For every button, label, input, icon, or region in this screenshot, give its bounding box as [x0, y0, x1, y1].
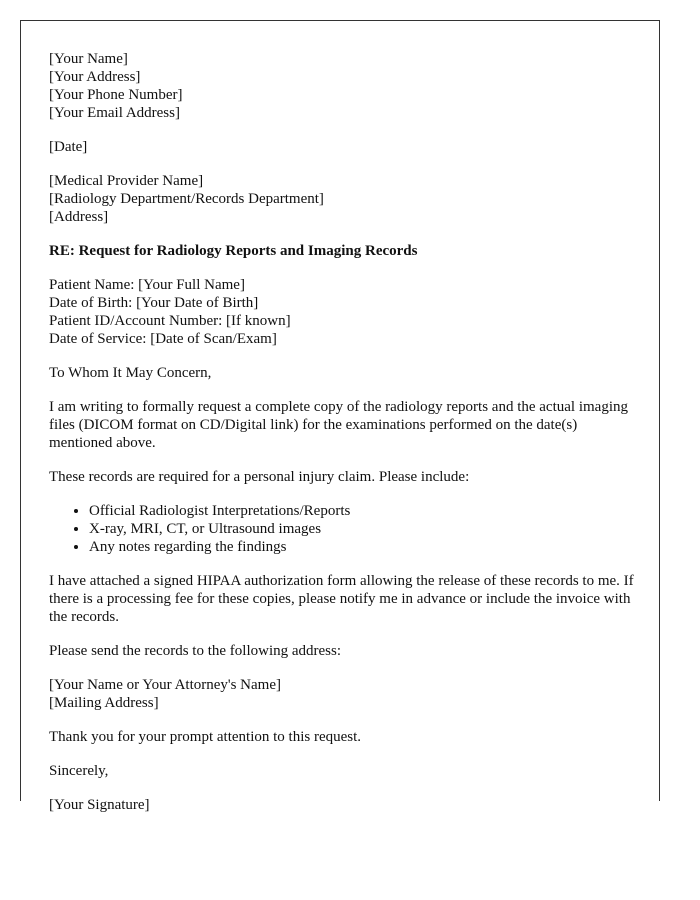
- letter-content: [49, 50, 639, 830]
- subject-block: [49, 242, 639, 260]
- list-item: • Any notes regarding the findings: [89, 538, 639, 556]
- closing-signoff: Sincerely,: [49, 763, 109, 779]
- body-paragraph-2: These records are required for a personal injury claim. Please include:: [49, 469, 470, 485]
- letter-page: [20, 20, 660, 813]
- body-paragraph-4: Please send the records to the following address:: [49, 643, 342, 659]
- signature: [Your Signature]: [49, 797, 150, 813]
- sender-block: [49, 50, 639, 122]
- patient-info-block: [49, 276, 639, 348]
- mailing-block: [49, 676, 639, 712]
- recipient-block: [49, 172, 639, 226]
- sender-address: [Your Address]: [49, 69, 141, 85]
- salutation: To Whom It May Concern,: [49, 365, 212, 381]
- mailing-address: [Mailing Address]: [49, 695, 159, 711]
- body-paragraph-3: I have attached a signed HIPAA authorization form allowing the release of these records to me. If there is a processing fee for these copies, please notify me in advance or include the invoice with the records.: [49, 573, 634, 625]
- sender-email: [Your Email Address]: [49, 105, 180, 121]
- recipient-address: [Address]: [49, 209, 109, 225]
- body-paragraph-1: I am writing to formally request a complete copy of the radiology reports and the actual imaging files (DICOM format on CD/Digital link) for the examinations performed on the date(s) mentioned above.: [49, 399, 628, 451]
- closing-thanks: Thank you for your prompt attention to this request.: [49, 729, 362, 745]
- list-item: • Official Radiologist Interpretations/Reports: [89, 502, 639, 520]
- patient-dob: Date of Birth: [Your Date of Birth]: [49, 295, 259, 311]
- service-date: Date of Service: [Date of Scan/Exam]: [49, 331, 277, 347]
- patient-id: Patient ID/Account Number: [If known]: [49, 313, 291, 329]
- mailing-name: [Your Name or Your Attorney's Name]: [49, 677, 281, 693]
- patient-name: Patient Name: [Your Full Name]: [49, 277, 245, 293]
- list-item: • X-ray, MRI, CT, or Ultrasound images: [89, 520, 639, 538]
- recipient-provider: [Medical Provider Name]: [49, 173, 204, 189]
- recipient-department: [Radiology Department/Records Department]: [49, 191, 324, 207]
- subject-line: RE: Request for Radiology Reports and Imaging Records: [49, 243, 418, 259]
- sender-phone: [Your Phone Number]: [49, 87, 183, 103]
- date-block: [49, 138, 639, 156]
- letter-date: [Date]: [49, 139, 88, 155]
- records-list: [49, 502, 639, 556]
- sender-name: [Your Name]: [49, 51, 128, 67]
